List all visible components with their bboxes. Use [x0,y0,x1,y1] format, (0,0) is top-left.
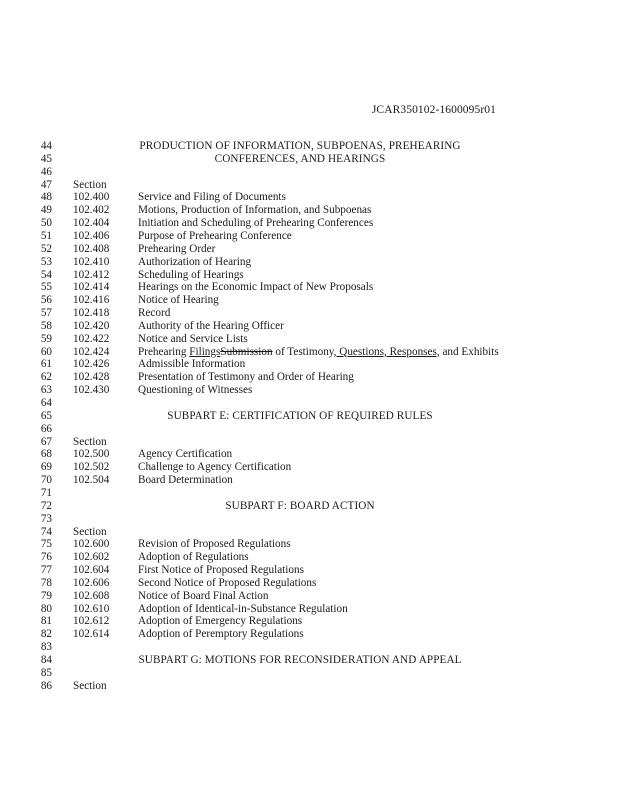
line-80 [0,603,644,616]
line-number: 77 [40,564,52,577]
section-title: Notice of Hearing [138,294,219,307]
line-number: 70 [40,474,52,487]
section-title: Notice and Service Lists [138,332,248,345]
section-number: 102.422 [73,332,110,345]
section-number: Section [73,178,107,191]
section-number: 102.500 [73,448,110,461]
line-59 [0,333,644,346]
line-number: 73 [40,512,52,525]
section-title: Authority of the Hearing Officer [138,319,284,332]
section-heading: PRODUCTION OF INFORMATION, SUBPOENAS, PREHEARING [139,140,461,152]
line-54 [0,269,644,282]
line-number: 52 [40,242,52,255]
section-title: Scheduling of Hearings [138,268,244,281]
line-number: 54 [40,268,52,281]
line-82 [0,628,644,641]
line-number: 85 [40,666,52,679]
line-73 [0,513,644,526]
section-title: Second Notice of Proposed Regulations [138,576,317,589]
line-number: 71 [40,486,52,499]
section-number: 102.428 [73,371,110,384]
line-number: 45 [40,152,52,165]
section-number: 102.600 [73,538,110,551]
line-70 [0,474,644,487]
section-title: Initiation and Scheduling of Prehearing Conferences [138,217,374,230]
line-number: 59 [40,332,52,345]
section-title: Prehearing Order [138,242,216,255]
section-title: Admissible Information [138,358,246,371]
section-title: Adoption of Emergency Regulations [138,615,303,628]
line-84 [0,654,644,667]
line-60 [0,346,644,359]
line-number: 58 [40,319,52,332]
line-number: 47 [40,178,52,191]
title-text: Prehearing [138,345,190,358]
section-number: 102.418 [73,307,110,319]
line-83 [0,641,644,654]
line-number: 44 [40,140,52,152]
line-71 [0,487,644,500]
document-id: JCAR350102-1600095r01 [371,104,496,116]
section-number: Section [73,525,107,538]
section-number: 102.406 [73,230,110,242]
line-45 [0,153,644,166]
line-number: 64 [40,397,52,409]
section-title: Adoption of Regulations [138,551,249,564]
line-50 [0,217,644,230]
line-46 [0,166,644,179]
line-75 [0,538,644,551]
title-text: of Testimony [272,345,334,358]
section-title: Adoption of Peremptory Regulations [138,628,304,641]
line-number: 55 [40,281,52,294]
line-number: 83 [40,641,52,654]
line-number: 86 [40,679,52,692]
line-74 [0,526,644,539]
line-57 [0,307,644,320]
line-number: 49 [40,204,52,217]
section-title: Questioning of Witnesses [138,384,253,397]
line-78 [0,577,644,590]
section-title: Purpose of Prehearing Conference [138,230,292,242]
section-number: Section [73,679,107,692]
line-number: 81 [40,615,52,628]
line-49 [0,204,644,217]
line-number: 82 [40,628,52,641]
line-66 [0,423,644,436]
line-79 [0,590,644,603]
section-heading: SUBPART E: CERTIFICATION OF REQUIRED RULES [167,409,433,422]
section-number: 102.608 [73,589,110,602]
section-number: 102.424 [73,345,110,358]
section-number: 102.414 [73,281,110,294]
line-81 [0,615,644,628]
line-64 [0,397,644,410]
title-text: and Exhibits [439,345,499,358]
section-number: 102.602 [73,551,110,564]
deleted-text: Submission [220,345,273,358]
line-47 [0,179,644,192]
section-title: Challenge to Agency Certification [138,461,292,474]
line-56 [0,294,644,307]
section-title [138,346,499,359]
section-number: 102.614 [73,628,110,641]
line-number: 80 [40,602,52,615]
section-number: 102.606 [73,576,110,589]
section-title: Notice of Board Final Action [138,589,269,602]
section-number: 102.410 [73,255,110,268]
line-65 [0,410,644,423]
section-number: 102.412 [73,268,110,281]
section-title: Revision of Proposed Regulations [138,538,291,551]
section-title: Hearings on the Economic Impact of New Proposals [138,281,374,294]
line-number: 69 [40,461,52,474]
line-number: 63 [40,384,52,397]
line-number: 74 [40,525,52,538]
line-number: 48 [40,191,52,204]
line-number: 76 [40,551,52,564]
line-number: 65 [40,409,52,422]
line-55 [0,281,644,294]
section-number: 102.430 [73,384,110,397]
inserted-text: Filings [189,345,221,358]
line-53 [0,256,644,269]
section-title: Authorization of Hearing [138,255,252,268]
inserted-text: , Questions, Responses, [333,345,440,358]
line-44 [0,140,644,153]
section-number: 102.402 [73,204,110,217]
line-number: 66 [40,422,52,435]
section-number: 102.610 [73,602,110,615]
section-title: Presentation of Testimony and Order of Hearing [138,371,354,384]
line-number: 62 [40,371,52,384]
section-number: 102.404 [73,217,110,230]
line-number: 46 [40,165,52,178]
line-number: 60 [40,345,52,358]
line-62 [0,371,644,384]
section-title: Service and Filing of Documents [138,191,286,204]
section-number: 102.612 [73,615,110,628]
line-58 [0,320,644,333]
section-number: 102.400 [73,191,110,204]
section-number: 102.504 [73,474,110,487]
line-69 [0,461,644,474]
section-number: 102.408 [73,242,110,255]
section-title: Agency Certification [138,448,233,461]
line-67 [0,436,644,449]
section-number: 102.416 [73,294,110,307]
line-76 [0,551,644,564]
line-number: 72 [40,499,52,512]
line-52 [0,243,644,256]
line-number: 79 [40,589,52,602]
line-number: 51 [40,230,52,242]
line-61 [0,358,644,371]
line-85 [0,667,644,680]
line-86 [0,680,644,693]
line-number: 50 [40,217,52,230]
line-number: 53 [40,255,52,268]
section-number: 102.502 [73,461,110,474]
line-77 [0,564,644,577]
section-number: 102.426 [73,358,110,371]
section-title: Board Determination [138,474,233,487]
section-heading: CONFERENCES, AND HEARINGS [214,152,386,165]
line-72 [0,500,644,513]
line-number: 56 [40,294,52,307]
line-number: 68 [40,448,52,461]
line-48 [0,191,644,204]
section-title: First Notice of Proposed Regulations [138,564,304,577]
line-number: 84 [40,654,52,666]
section-title: Adoption of Identical-in-Substance Regulation [138,602,348,615]
line-number: 75 [40,538,52,551]
line-68 [0,448,644,461]
line-number: 78 [40,576,52,589]
section-number: Section [73,435,107,448]
section-number: 102.420 [73,319,110,332]
section-title: Record [138,307,171,319]
line-51 [0,230,644,243]
section-heading: SUBPART G: MOTIONS FOR RECONSIDERATION AND APPEAL [138,654,462,666]
section-heading: SUBPART F: BOARD ACTION [225,499,375,512]
section-title: Motions, Production of Information, and Subpoenas [138,204,372,217]
line-number: 57 [40,307,52,319]
line-63 [0,384,644,397]
section-number: 102.604 [73,564,110,577]
line-number: 67 [40,435,52,448]
line-number: 61 [40,358,52,371]
